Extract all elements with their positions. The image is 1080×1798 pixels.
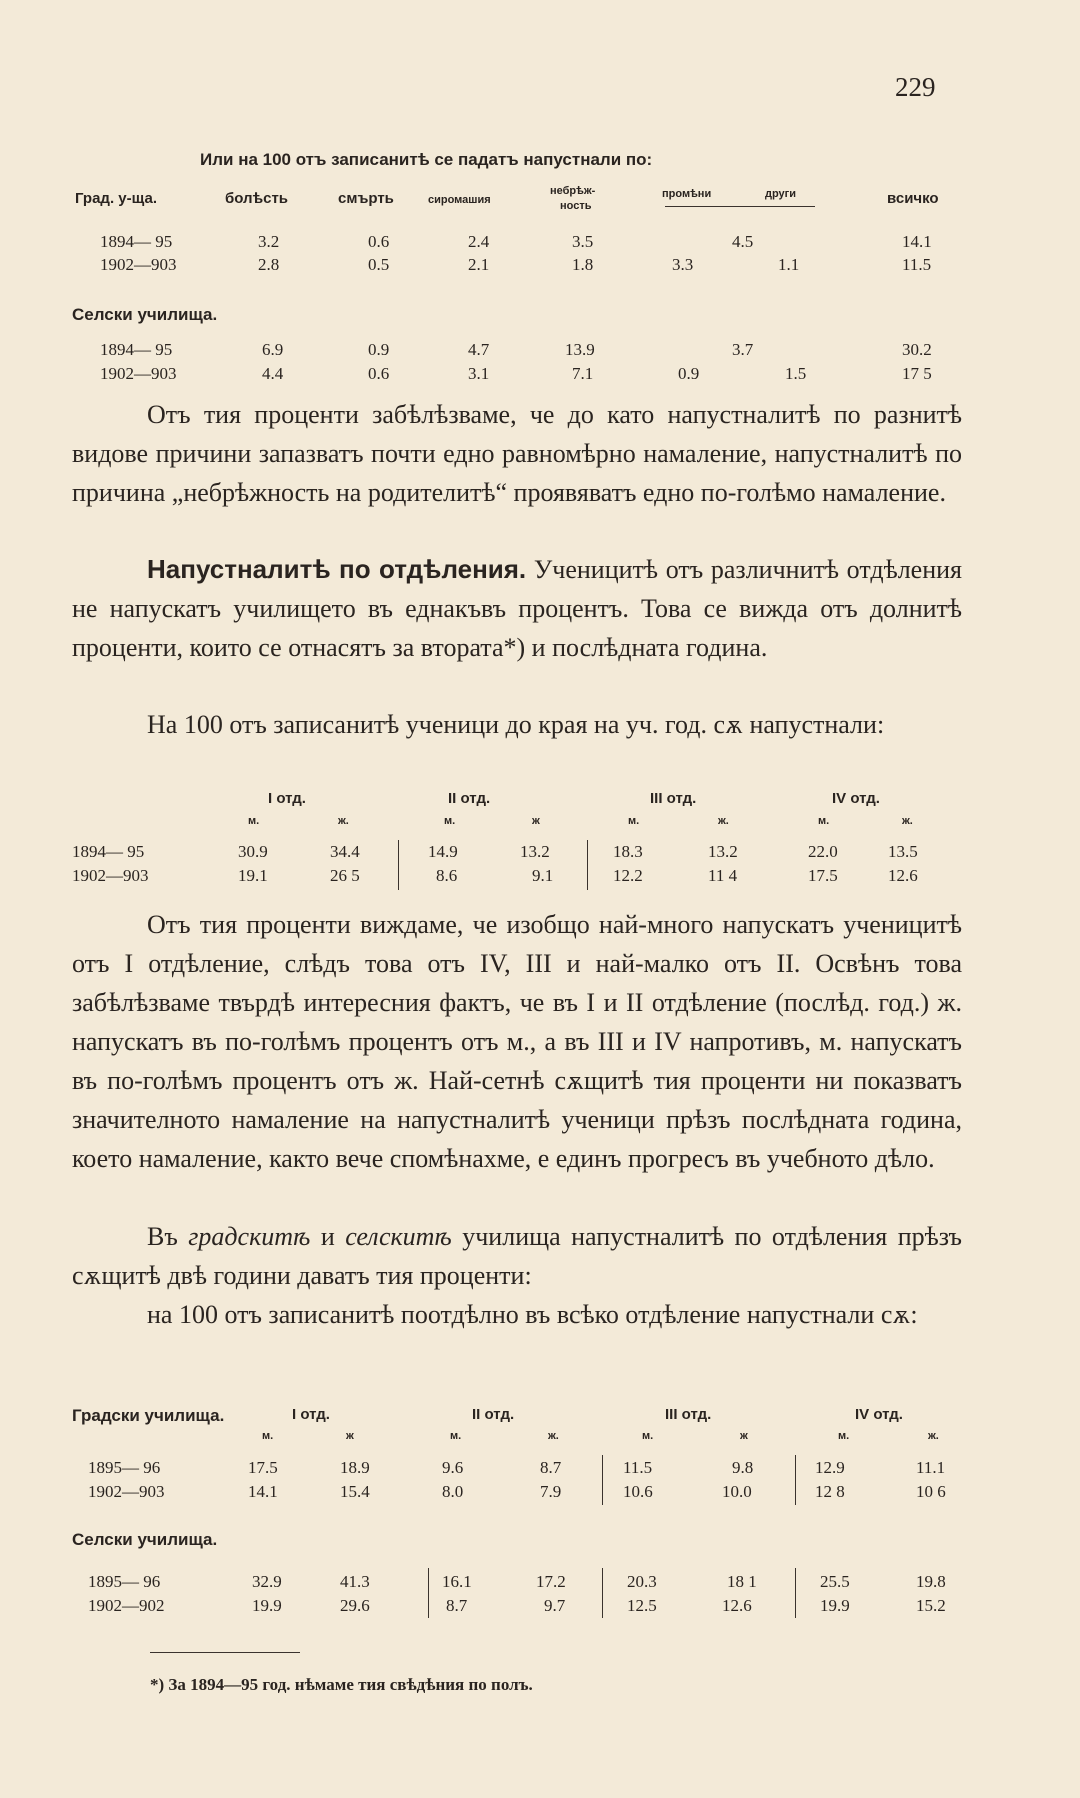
t3-sub: м. [642,1430,654,1442]
t1-cell: 3.3 [672,255,694,274]
t3-cell: 12 8 [815,1482,845,1501]
t3-cell: 11.5 [623,1458,653,1477]
t3-cell: 18.9 [340,1458,370,1477]
t3-cell: 10 6 [916,1482,946,1501]
t1-cell: 2.4 [468,232,490,251]
t1-cell: 1.8 [572,255,594,274]
t3-group: II отд. [472,1406,515,1423]
italic-village: селскитѣ [345,1222,452,1251]
t1-cell: 7.1 [572,364,594,383]
t2-cell: 22.0 [808,842,838,861]
t2-year: 1894— 95 [72,842,145,861]
t3-city-label: Градски училища. [72,1406,225,1425]
t3-sub: ж [740,1430,748,1442]
italic-city: градскитѣ [188,1222,311,1251]
page-number: 229 [895,72,936,102]
t1-cell: 1.5 [785,364,807,383]
paragraph-2 [72,550,962,667]
t1-header-school: Град. у-ща. [75,190,157,207]
t3-cell: 10.6 [623,1482,653,1501]
t2-cell: 8.6 [436,866,458,885]
t2-sub: ж. [338,815,349,827]
t1-cell: 3.7 [732,340,754,359]
t1-cell: 3.1 [468,364,490,383]
t2-cell: 12.2 [613,866,643,885]
t3-divider [602,1568,603,1618]
t1-header-death: смърть [338,190,394,207]
t3-cell: 8.7 [446,1596,468,1615]
t3-group: I отд. [292,1406,330,1423]
t2-sub: м. [444,815,456,827]
section-heading: Напустналитѣ по отдѣления. [147,554,527,584]
t3-cell: 10.0 [722,1482,752,1501]
t2-sub: ж [532,815,540,827]
t2-group: IV отд. [832,790,880,807]
t3-cell: 14.1 [248,1482,278,1501]
t3-cell: 9.7 [544,1596,566,1615]
t2-sub: м. [248,815,260,827]
t3-cell: 12.6 [722,1596,752,1615]
t1-village-year: 1902—903 [100,364,177,383]
t2-cell: 13.2 [520,842,550,861]
t3-cell: 12.9 [815,1458,845,1477]
t1-city-year: 1902—903 [100,255,177,274]
t2-cell: 13.5 [888,842,918,861]
t1-cell: 14.1 [902,232,932,251]
t3-divider [795,1568,796,1618]
t3-cell: 12.5 [627,1596,657,1615]
t3-cell: 17.2 [536,1572,566,1591]
t3-group: IV отд. [855,1406,903,1423]
t1-cell: 0.6 [368,232,390,251]
t2-year: 1902—903 [72,866,149,885]
t3-cell: 19.9 [252,1596,282,1615]
t3-cell: 18 1 [727,1572,757,1591]
t3-cell: 15.4 [340,1482,370,1501]
t1-cell: 0.9 [678,364,700,383]
t3-cell: 25.5 [820,1572,850,1591]
t3-cell: 41.3 [340,1572,370,1591]
t3-divider [428,1568,429,1618]
t3-divider [795,1455,796,1505]
t2-cell: 19.1 [238,866,268,885]
t3-cell: 20.3 [627,1572,657,1591]
t3-cell: 19.8 [916,1572,946,1591]
t3-sub: м. [838,1430,850,1442]
t1-cell: 0.6 [368,364,390,383]
t1-header-changes: промѣни [662,188,712,200]
t2-cell: 26 5 [330,866,360,885]
t1-cell: 6.9 [262,340,284,359]
t3-divider [602,1455,603,1505]
paragraph-4: Отъ тия проценти виждаме, че изобщо най-много напускатъ ученицитѣ отъ I отдѣление, слѣдъ това отъ IV, III и най-малко отъ II. Освѣнъ това забѣлѣзваме твърдѣ интересния фактъ, че въ I и II отдѣление (послѣд. год.) ж. напускатъ въ по-голѣмъ процентъ отъ м., а въ III и IV напротивъ, м. напускатъ въ по-голѣмъ процентъ отъ ж. Най-сетнѣ сѫщитѣ тия проценти ни показватъ значителното намаление на напустналитѣ ученици прѣзъ послѣдната година, което намаление, както вече спомѣнахме, е единъ прогресъ въ учебното дѣло. [72,910,962,1173]
t3-cell: 11.1 [916,1458,946,1477]
t3-cell: 9.6 [442,1458,464,1477]
t1-cell: 4.5 [732,232,754,251]
t1-header-poverty: сиромашия [428,194,491,206]
paragraph-3: На 100 отъ записанитѣ ученици до края на уч. год. сѫ напустнали: [147,710,885,739]
t2-cell: 17.5 [808,866,838,885]
t3-sub: ж. [928,1430,939,1442]
t3-cell: 17.5 [248,1458,278,1477]
t2-divider [398,840,399,890]
t3-sub: ж. [548,1430,559,1442]
t1-village-year: 1894— 95 [100,340,173,359]
t2-sub: м. [818,815,830,827]
t1-cell: 17 5 [902,364,932,383]
t3-year: 1895— 96 [88,1458,161,1477]
t2-cell: 30.9 [238,842,268,861]
t3-village-label: Селски училища. [72,1530,218,1549]
t2-cell: 14.9 [428,842,458,861]
t1-cell: 4.4 [262,364,284,383]
t1-cell: 13.9 [565,340,595,359]
t1-city-year: 1894— 95 [100,232,173,251]
t2-group: I отд. [268,790,306,807]
paragraph-6: на 100 отъ записанитѣ поотдѣлно въ всѣко отдѣление напустнали сѫ: [147,1300,918,1329]
paragraph-5-text: и [310,1222,346,1251]
t1-cell: 3.5 [572,232,594,251]
t2-group: II отд. [448,790,491,807]
t3-sub: м. [450,1430,462,1442]
t1-header-neglect-2: ность [560,200,592,212]
t3-cell: 32.9 [252,1572,282,1591]
t3-sub: ж [346,1430,354,1442]
t2-cell: 34.4 [330,842,360,861]
t1-cell: 0.5 [368,255,390,274]
t2-divider [587,840,588,890]
t1-header-other: други [765,188,797,200]
paragraph-5-text: Въ [147,1222,189,1251]
t1-header-total: всичко [887,190,939,207]
t3-cell: 15.2 [916,1596,946,1615]
t3-cell: 8.0 [442,1482,464,1501]
t1-village-label: Селски училища. [72,305,218,324]
t3-year: 1902—902 [88,1596,165,1615]
t2-cell: 9.1 [532,866,554,885]
t1-cell: 3.2 [258,232,280,251]
paragraph-1: Отъ тия проценти забѣлѣзваме, че до като напустналитѣ по разнитѣ видове причини запазватъ почти едно равномѣрно намаление, напустналитѣ по причина „небрѣжность на родителитѣ“ проявяватъ едно по-голѣмо намаление. [72,400,962,507]
t1-header-illness: болѣсть [225,190,289,207]
t3-cell: 29.6 [340,1596,370,1615]
t2-cell: 11 4 [708,866,738,885]
t1-cell: 30.2 [902,340,932,359]
t3-cell: 19.9 [820,1596,850,1615]
t1-cell: 11.5 [902,255,932,274]
t1-cell: 1.1 [778,255,800,274]
t2-sub: м. [628,815,640,827]
paragraph-2-text: Ученицитѣ отъ различнитѣ отдѣления не напускатъ училището въ еднакъвъ процентъ. Това се вижда отъ долнитѣ проценти, които се отнасятъ за втората*) и послѣдната година. [72,555,963,662]
footnote: *) За 1894—95 год. нѣмаме тия свѣдѣния по полъ. [150,1675,533,1694]
t2-group: III отд. [650,790,697,807]
t1-cell: 4.7 [468,340,490,359]
t2-sub: ж. [718,815,729,827]
footnote-rule [150,1652,300,1653]
t1-cell: 2.8 [258,255,280,274]
paragraph-5 [72,1217,962,1295]
t1-cell: 0.9 [368,340,390,359]
t2-cell: 18.3 [613,842,643,861]
t3-cell: 9.8 [732,1458,754,1477]
t3-cell: 16.1 [442,1572,472,1591]
t1-header-underline [665,206,815,207]
t2-sub: ж. [902,815,913,827]
t3-cell: 7.9 [540,1482,562,1501]
t1-cell: 2.1 [468,255,490,274]
t3-year: 1895— 96 [88,1572,161,1591]
t3-cell: 8.7 [540,1458,562,1477]
t2-cell: 12.6 [888,866,918,885]
paragraph-5-text: училища напустналитѣ по отдѣления прѣзъ сѫщитѣ двѣ години даватъ тия проценти: [72,1222,962,1290]
t3-year: 1902—903 [88,1482,165,1501]
t2-cell: 13.2 [708,842,738,861]
table1-caption: Или на 100 отъ записанитѣ се падатъ напустнали по: [200,150,653,169]
t1-header-neglect-1: небрѣж- [550,185,596,197]
t3-sub: м. [262,1430,274,1442]
t3-group: III отд. [665,1406,712,1423]
